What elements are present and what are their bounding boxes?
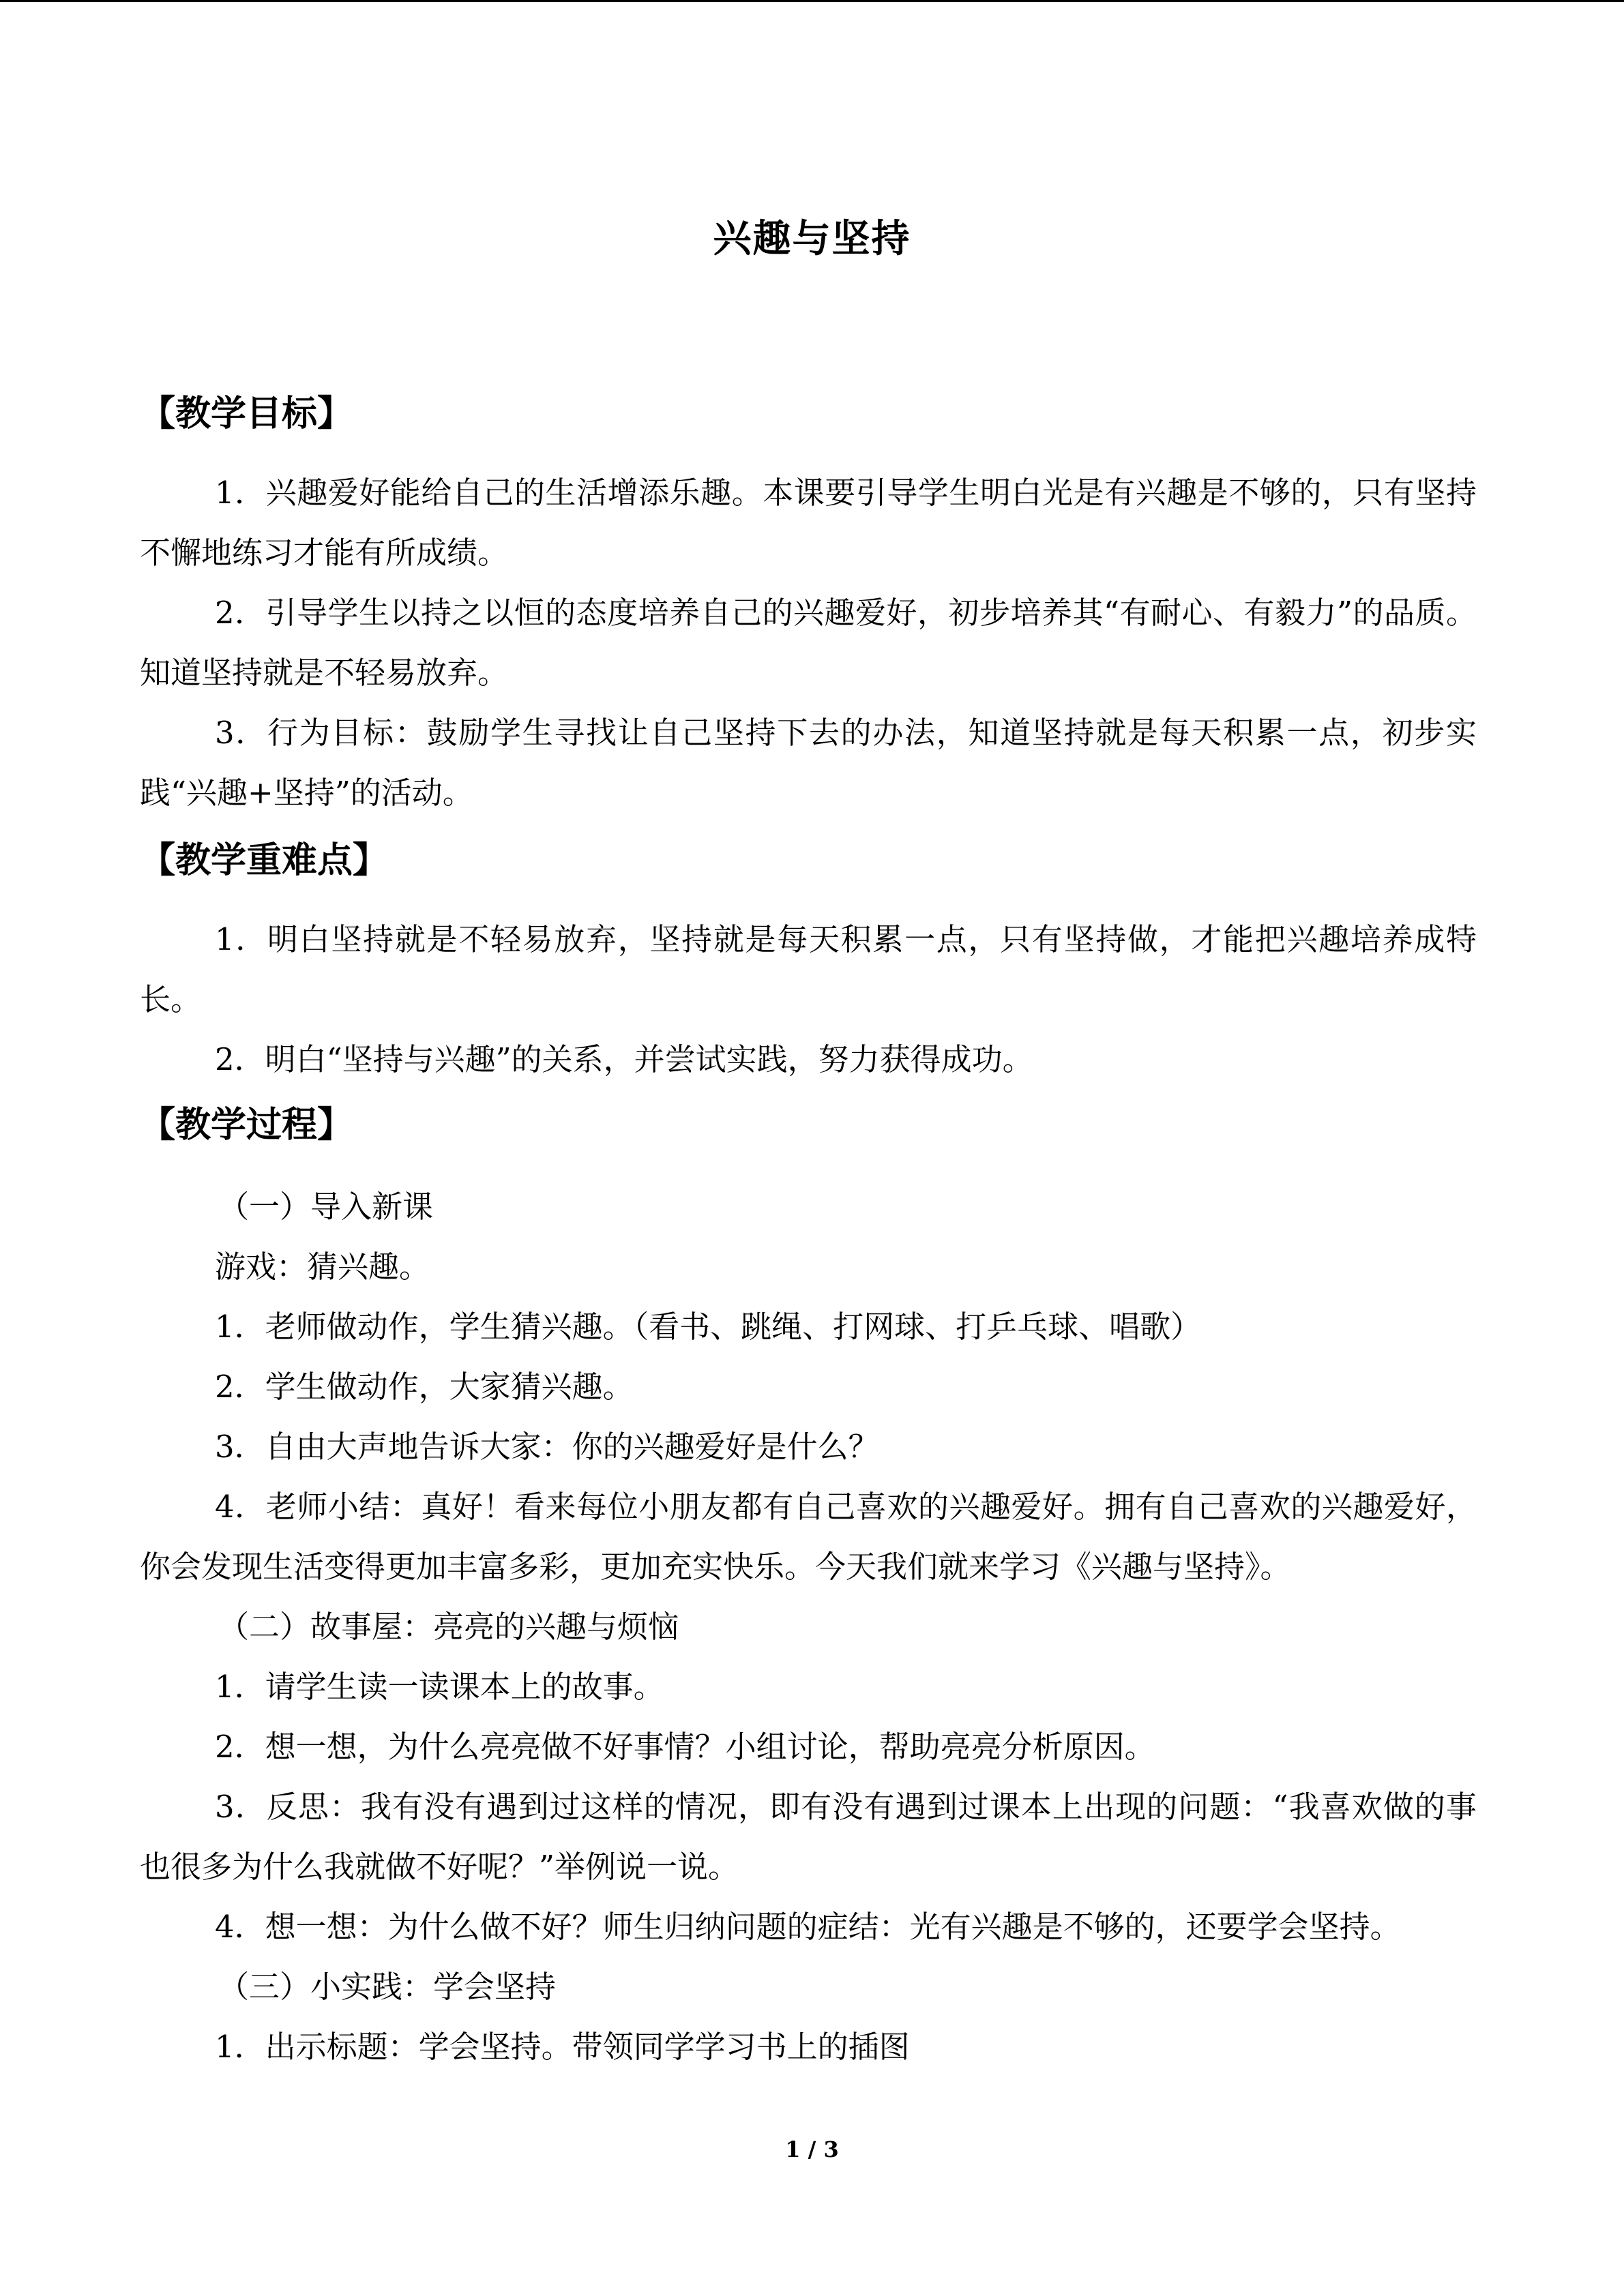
page-title: 兴趣与坚持: [713, 216, 911, 261]
top-border-line: [0, 0, 1624, 2]
section-heading-process: 【教学过程】: [140, 1104, 353, 1146]
process-part2-item-1: 1．请学生读一读课本上的故事。: [215, 1669, 664, 1705]
objective-item-1: 1．兴趣爱好能给自己的生活增添乐趣。本课要引导学生明白光是有兴趣是不够的，只有坚持不懈地练习才能有所成绩。: [140, 475, 1477, 571]
process-part2-item-4: 4．想一想：为什么做不好？师生归纳问题的症结：光有兴趣是不够的，还要学会坚持。: [215, 1909, 1401, 1945]
process-part1-item-1: 1．老师做动作，学生猜兴趣。（看书、跳绳、打网球、打乒乓球、唱歌）: [215, 1309, 1202, 1345]
key-point-item-2: 2．明白“坚持与兴趣”的关系，并尝试实践，努力获得成功。: [215, 1041, 1033, 1077]
section-heading-objectives: 【教学目标】: [140, 393, 353, 434]
process-part3-title: （三）小实践：学会坚持: [218, 1969, 557, 2005]
process-part1-item-4: 4．老师小结：真好！看来每位小朋友都有自己喜欢的兴趣爱好。拥有自己喜欢的兴趣爱好，你会发现生活变得更加丰富多彩，更加充实快乐。今天我们就来学习《兴趣与坚持》。: [140, 1489, 1477, 1585]
objective-item-3: 3．行为目标：鼓励学生寻找让自己坚持下去的办法，知道坚持就是每天积累一点，初步实践“兴趣+坚持”的活动。: [140, 715, 1477, 811]
page-number: 1 / 3: [785, 2136, 839, 2162]
process-part1-title: （一）导入新课: [218, 1189, 434, 1225]
objective-item-2: 2．引导学生以持之以恒的态度培养自己的兴趣爱好，初步培养其“有耐心、有毅力”的品质。知道坚持就是不轻易放弃。: [140, 595, 1477, 691]
section-heading-key-points: 【教学重难点】: [140, 839, 389, 881]
process-part1-item-2: 2．学生做动作，大家猜兴趣。: [215, 1369, 634, 1405]
process-part2-title: （二）故事屋：亮亮的兴趣与烦恼: [218, 1609, 679, 1645]
process-part3-item-1: 1．出示标题：学会坚持。带领同学学习书上的插图: [215, 2029, 910, 2065]
key-point-item-1: 1．明白坚持就是不轻易放弃，坚持就是每天积累一点，只有坚持做，才能把兴趣培养成特长。: [140, 921, 1477, 1017]
process-part2-item-2: 2．想一想，为什么亮亮做不好事情？小组讨论，帮助亮亮分析原因。: [215, 1729, 1155, 1765]
process-part1-item-3: 3．自由大声地告诉大家：你的兴趣爱好是什么？: [215, 1429, 879, 1465]
process-part1-game: 游戏：猜兴趣。: [215, 1249, 430, 1285]
process-part2-item-3: 3．反思：我有没有遇到过这样的情况，即有没有遇到过课本上出现的问题：“我喜欢做的事也很多为什么我就做不好呢？”举例说一说。: [140, 1789, 1477, 1885]
